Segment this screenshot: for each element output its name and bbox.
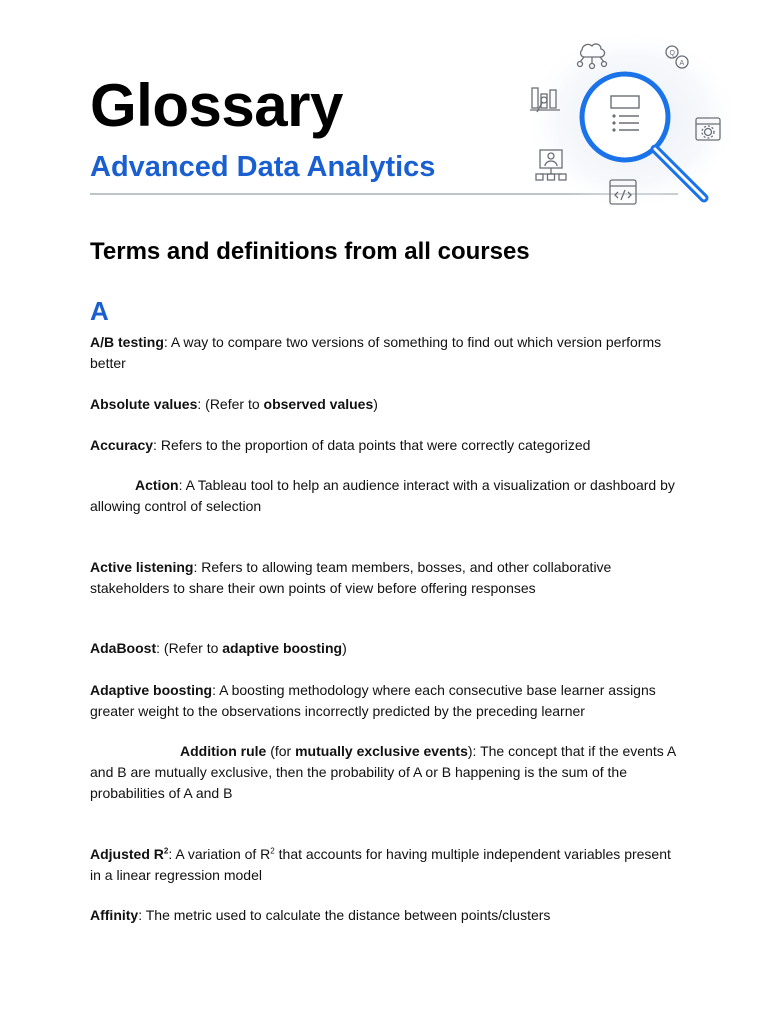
cross-reference: adaptive boosting	[222, 640, 343, 656]
svg-text:Q: Q	[669, 50, 675, 57]
term: Absolute values	[90, 396, 198, 412]
glossary-entry: Action: A Tableau tool to help an audience interact with a visualization or dashboard by allowing control of selection	[90, 477, 675, 514]
term: Action	[135, 477, 179, 493]
term: Adjusted $R^2$	[90, 846, 169, 862]
glossary-entry: Affinity: The metric used to calculate the distance between points/clusters	[90, 907, 551, 923]
cross-reference: mutually exclusive events	[295, 743, 468, 759]
page-subtitle: Advanced Data Analytics	[90, 151, 436, 183]
glossary-entry: Accuracy: Refers to the proportion of data points that were correctly categorized	[90, 437, 591, 453]
term: Adaptive boosting	[90, 682, 213, 698]
definition: A boosting methodology where each consecutive base learner assigns greater weight to the observations incorrectly predicted by the preceding learner	[90, 682, 656, 719]
hero-illustration	[524, 28, 740, 208]
term: A/B testing	[90, 334, 164, 350]
glossary-entry: Active listening: Refers to allowing team members, bosses, and other collaborative stakeholders to share their own points of view before offering responses	[90, 559, 612, 596]
term: Affinity	[90, 907, 139, 923]
glossary-entry: A/B testing: A way to compare two versions of something to find out which version performs better	[90, 334, 662, 371]
page-title: Glossary	[90, 72, 343, 139]
letter-heading: A	[90, 296, 109, 326]
glossary-entry: Adaptive boosting: A boosting methodology where each consecutive base learner assigns greater weight to the observations incorrectly predicted by the preceding learner	[90, 682, 656, 719]
definition: The concept that if the events A and B are mutually exclusive, then the probability of A or B happening is the sum of the probabilities of A and B	[90, 743, 676, 801]
definition: A variation of $R^2$ that accounts for having multiple independent variables present in a linear regression model	[90, 846, 671, 883]
glossary-entry: Absolute values: (Refer to observed values)	[90, 396, 378, 412]
section-title: Terms and definitions from all courses	[90, 238, 530, 265]
term: Active listening	[90, 559, 194, 575]
definition: A Tableau tool to help an audience interact with a visualization or dashboard by allowing control of selection	[90, 477, 675, 514]
glossary-entry: Adjusted $R^2$: A variation of $R^2$ that accounts for having multiple independent variables present in a linear regression model	[90, 846, 671, 883]
term: Addition rule	[180, 743, 267, 759]
cross-reference: observed values	[263, 396, 374, 412]
term: AdaBoost	[90, 640, 157, 656]
svg-text:A: A	[679, 60, 685, 67]
definition: The metric used to calculate the distance between points/clusters	[145, 907, 551, 923]
definition: Refers to the proportion of data points that were correctly categorized	[160, 437, 591, 453]
definition: Refers to allowing team members, bosses, and other collaborative stakeholders to share their own points of view before offering responses	[90, 559, 612, 596]
glossary-entry: Addition rule (for mutually exclusive events): The concept that if the events A and B are mutually exclusive, then the probability of A or B happening is the sum of the probabilities of A and B	[90, 743, 676, 801]
glossary-entry: AdaBoost: (Refer to adaptive boosting)	[90, 640, 347, 656]
definition: A way to compare two versions of something to find out which version performs better	[90, 334, 662, 371]
term: Accuracy	[90, 437, 154, 453]
